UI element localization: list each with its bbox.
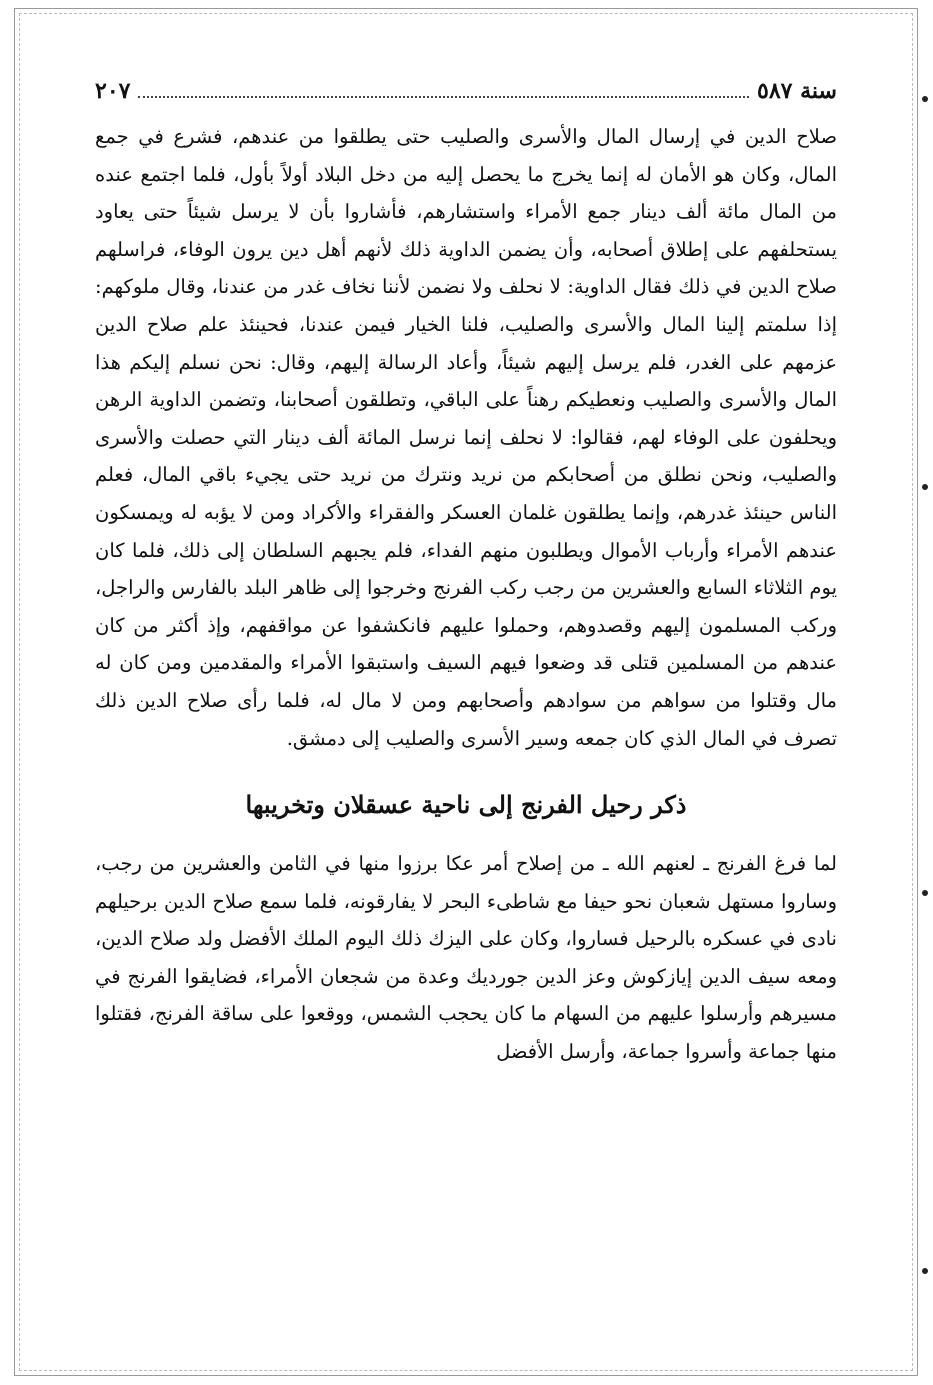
section-paragraph: لما فرغ الفرنج ـ لعنهم الله ـ من إصلاح أمر عكا برزوا منها في الثامن والعشرين من رجب، وساروا مستهل شعبان نحو حيفا مع شاطىء البحر لا يفارقونه، فلما سمع صلاح الدين برحيلهم نادى في عسكره بالرحيل فساروا، وكان على اليزك ذلك اليوم الملك الأفضل ولد صلاح الدين، ومعه سيف الدين إيازكوش وعز الدين جورديك وعدة من شجعان الأمراء، فضايقوا الفرنج في مسيرهم وأرسلوا عليهم من السهام ما كان يحجب الشمس، ووقعوا على ساقة الفرنج، فقتلوا منها جماعة وأسروا جماعة، وأرسل الأفضل (95, 852, 837, 1064)
header-leader-dots (138, 82, 749, 98)
margin-mark (922, 96, 928, 102)
section-heading: ذكر رحيل الفرنج إلى ناحية عسقلان وتخريبها (245, 790, 687, 820)
page-content (95, 78, 837, 1071)
running-header (95, 78, 837, 114)
margin-mark (922, 484, 928, 490)
header-title: سنة ٥٨٧ (757, 78, 837, 104)
margin-mark (922, 890, 928, 896)
margin-mark (922, 1268, 928, 1274)
body-paragraph: صلاح الدين في إرسال المال والأسرى والصليب حتى يطلقوا من عندهم، فشرع في جمع المال، وكان هو الأمان له إنما يخرج ما يحصل إليه من دخل البلاد أولاً بأول، فلما اجتمع عنده من المال مائة ألف دينار جمع الأمراء واستشارهم، فأشاروا بأن لا يرسل شيئاً حتى يعاود يستحلفهم على إطلاق أصحابه، وأن يضمن الداوية ذلك لأنهم أهل دين يرون الوفاء، فراسلهم صلاح الدين في ذلك فقال الداوية: لا نحلف ولا نضمن لأننا نخاف غدر من عندنا، وقال ملوكهم: إذا سلمتم إلينا المال والأسرى والصليب، فلنا الخيار فيمن عندنا، فحينئذ علم صلاح الدين عزمهم على الغدر، فلم يرسل إليهم شيئاً، وأعاد الرسالة إليهم، وقال: نحن نسلم إليكم هذا المال والأسرى والصليب ونعطيكم رهناً على الباقي، وتطلقون أصحابنا، وتضمن الداوية الرهن ويحلفون على الوفاء لهم، فقالوا: لا نحلف إنما نرسل المائة ألف دينار التي حصلت والأسرى والصليب، ونحن نطلق من أصحابكم من نريد ونترك من نريد حتى يجيء باقي المال، فعلم الناس حينئذ غدرهم، وإنما يطلقون غلمان العسكر والفقراء والأكراد ومن لا يؤبه له ويمسكون عندهم الأمراء وأرباب الأموال ويطلبون منهم الفداء، فلم يجبهم السلطان إلى ذلك، فلما كان يوم الثلاثاء السابع والعشرين من رجب ركب الفرنج وخرجوا إلى ظاهر البلد بالفارس والراجل، وركب المسلمون إليهم وقصدوهم، وحملوا عليهم فانكشفوا عن مواقفهم، وإذ أكثر من كان عندهم من المسلمين قتلى قد وضعوا فيهم السيف واستبقوا الأمراء والمقدمين ومن كان له مال وقتلوا من سواهم من سوادهم وأصحابهم ومن لا مال له، فلما رأى صلاح الدين ذلك تصرف في المال الذي كان جمعه وسير الأسرى والصليب إلى دمشق. (95, 125, 837, 750)
page-number: ٢٠٧ (95, 78, 131, 104)
